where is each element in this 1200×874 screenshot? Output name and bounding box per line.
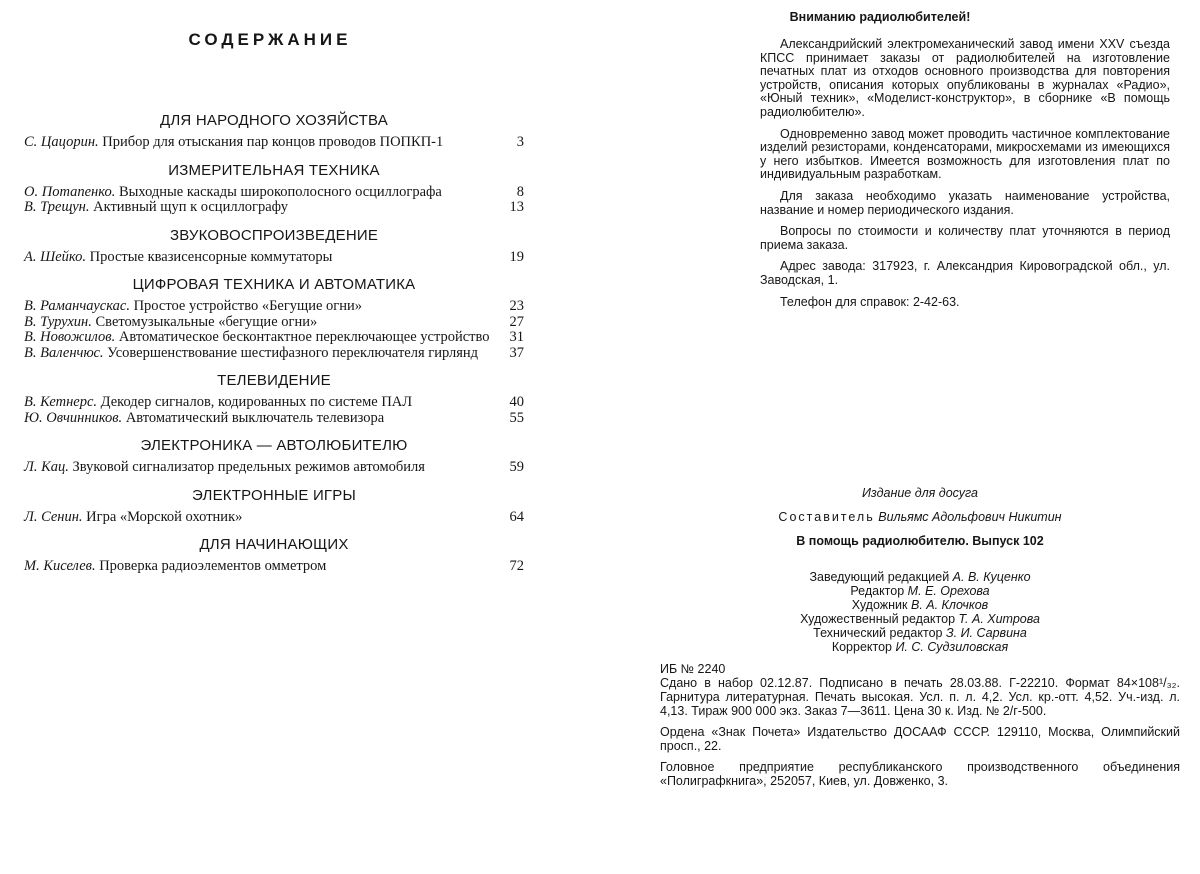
- staff-line: Художественный редактор Т. А. Хитрова: [800, 612, 1040, 626]
- staff-line: Художник В. А. Клочков: [851, 598, 989, 612]
- publication-details: [660, 662, 1180, 788]
- toc-section-entries: [24, 395, 524, 425]
- staff-list: [660, 570, 1180, 654]
- toc-section-heading: ДЛЯ НАЧИНАЮЩИХ: [199, 536, 349, 553]
- toc-entry-author: М. Киселев.: [24, 558, 96, 574]
- toc-entry-text: [24, 395, 496, 410]
- toc-entry-author: В. Раманчаускас.: [24, 298, 130, 314]
- toc-entry-page: 3: [516, 134, 524, 150]
- toc-entry-text: [24, 250, 496, 265]
- notice-paragraph: Александрийский электромеханический завод имени XXV съезда КПСС принимает заказы от радиолюбителей на изготовление печатных плат из отходов основного производства для повторения устройств, описания которых опубликованы в журналах «Радио», «Юный техник», «Моделист-конструктор», в сборнике «В помощь радиолюбителю».: [760, 37, 1170, 119]
- notice-paragraph: Вопросы по стоимости и количеству плат уточняются в период приема заказа.: [760, 224, 1170, 252]
- toc-entry-text: [24, 185, 496, 200]
- toc-entry-text: [24, 346, 496, 361]
- toc-entry: [24, 315, 524, 330]
- toc-entry: [24, 200, 524, 215]
- toc-entry-page: 72: [509, 558, 524, 574]
- toc-entry-page: 40: [509, 394, 524, 410]
- notice-address: Адрес завода: 317923, г. Александрия Кировоградской обл., ул. Заводская, 1.: [760, 259, 1170, 287]
- toc-title: СОДЕРЖАНИЕ: [188, 30, 352, 49]
- toc-entry-title: Выходные каскады широкополосного осциллографа: [118, 183, 442, 200]
- right-page: [600, 0, 1200, 874]
- toc-entry-text: [24, 411, 496, 426]
- toc-section-entries: [24, 460, 524, 475]
- toc-entry: [24, 250, 524, 265]
- notice-body: [760, 38, 1170, 317]
- toc-entry-author: В. Турухин.: [24, 313, 92, 330]
- toc-entry-text: [24, 460, 496, 475]
- toc-entry-title: Активный щуп к осциллографу: [93, 199, 288, 215]
- toc-section-entries: [24, 299, 524, 360]
- notice-phone: Телефон для справок: 2-42-63.: [780, 294, 960, 309]
- toc-entry-author: Ю. Овчинников.: [24, 409, 123, 426]
- toc-entry-title: Светомузыкальные «бегущие огни»: [95, 313, 318, 330]
- toc-entry-text: [24, 330, 496, 345]
- ib-number: ИБ № 2240: [660, 662, 726, 676]
- toc-entry: [24, 411, 524, 426]
- toc-section-heading: ИЗМЕРИТЕЛЬНАЯ ТЕХНИКА: [168, 161, 380, 179]
- toc-entry-author: О. Потапенко.: [24, 183, 116, 200]
- toc-entry-title: Автоматический выключатель телевизора: [125, 409, 385, 426]
- printer-info: Головное предприятие республиканского производственного объединения «Полиграфкнига», 252057, Киев, ул. Довженко, 3.: [660, 760, 1180, 788]
- toc-entry-text: [24, 559, 496, 574]
- toc-entry-title: Автоматическое бесконтактное переключающее устройство: [118, 329, 490, 345]
- toc-entry-text: [24, 315, 496, 330]
- toc-section-entries: [24, 135, 524, 150]
- toc-entry-text: [24, 299, 496, 314]
- toc-entry-page: 64: [509, 508, 524, 525]
- toc-section-heading: ТЕЛЕВИДЕНИЕ: [217, 372, 331, 389]
- notice-title: Вниманию радиолюбителей!: [789, 10, 971, 24]
- toc-section-entries: [24, 185, 524, 215]
- toc-entry-author: С. Цацорин.: [24, 134, 99, 150]
- toc-entry: [24, 559, 524, 574]
- toc-entry: [24, 510, 524, 525]
- table-of-contents: [24, 112, 524, 586]
- toc-section-entries: [24, 559, 524, 574]
- book-title: В помощь радиолюбителю. Выпуск 102: [796, 534, 1044, 548]
- toc-entry-title: Простые квазисенсорные коммутаторы: [89, 248, 333, 265]
- toc-entry-page: 8: [516, 183, 524, 200]
- notice-paragraph: Одновременно завод может проводить частичное комплектование изделий резисторами, конденсаторами, микросхемами из имеющихся у него избытков. Имеется возможность для изготовления плат по индивидуальным разработкам.: [760, 126, 1170, 182]
- toc-section-heading: ЗВУКОВОСПРОИЗВЕДЕНИЕ: [169, 226, 379, 244]
- notice-paragraph: Для заказа необходимо указать наименование устройства, название и номер периодического издания.: [760, 188, 1170, 217]
- toc-section-heading: ЭЛЕКТРОНИКА — АВТОЛЮБИТЕЛЮ: [140, 437, 408, 454]
- toc-entry-title: Простое устройство «Бегущие огни»: [133, 298, 362, 314]
- toc-entry-page: 59: [509, 459, 524, 475]
- toc-entry-author: В. Трещун.: [24, 199, 90, 215]
- toc-entry-author: Л. Сенин.: [24, 508, 83, 525]
- toc-entry-author: В. Кетнерс.: [24, 394, 98, 410]
- toc-section-heading: ЦИФРОВАЯ ТЕХНИКА И АВТОМАТИКА: [132, 276, 416, 293]
- toc-section-heading: ЭЛЕКТРОННЫЕ ИГРЫ: [192, 486, 356, 504]
- toc-entry-author: Л. Кац.: [24, 459, 69, 475]
- toc-entry-title: Декодер сигналов, кодированных по системе ПАЛ: [100, 394, 413, 410]
- toc-entry: [24, 346, 524, 361]
- toc-entry: [24, 330, 524, 345]
- toc-entry-author: В. Валенчюс.: [24, 344, 104, 361]
- toc-entry-text: [24, 200, 496, 215]
- toc-entry-page: 55: [509, 409, 524, 426]
- staff-line: Редактор М. Е. Орехова: [850, 584, 990, 598]
- toc-entry-title: Прибор для отыскания пар концов проводов ПОПКП-1: [102, 134, 444, 150]
- toc-entry-author: В. Новожилов.: [24, 329, 116, 345]
- toc-entry-page: 13: [509, 199, 524, 215]
- toc-entry-page: 27: [509, 313, 524, 330]
- toc-entry-title: Звуковой сигнализатор предельных режимов автомобиля: [72, 459, 425, 475]
- toc-entry-page: 31: [509, 329, 524, 345]
- toc-entry: [24, 395, 524, 410]
- toc-entry: [24, 135, 524, 150]
- toc-entry: [24, 460, 524, 475]
- edition-label: Издание для досуга: [861, 486, 979, 500]
- compiler-label: Составитель: [778, 510, 875, 524]
- toc-section-heading: ДЛЯ НАРОДНОГО ХОЗЯЙСТВА: [160, 112, 388, 129]
- toc-entry: [24, 185, 524, 200]
- toc-entry-page: 37: [509, 344, 524, 361]
- toc-entry-title: Усовершенствование шестифазного переключателя гирлянд: [107, 344, 479, 361]
- toc-entry-author: А. Шейко.: [24, 248, 87, 265]
- publisher-info: Ордена «Знак Почета» Издательство ДОСААФ СССР. 129110, Москва, Олимпийский просп., 22.: [660, 725, 1180, 753]
- toc-entry-page: 19: [509, 248, 524, 265]
- staff-line: Заведующий редакцией А. В. Куценко: [809, 570, 1031, 584]
- toc-section-entries: [24, 250, 524, 265]
- toc-entry-title: Игра «Морской охотник»: [86, 508, 243, 525]
- compiler-line: [660, 510, 1180, 524]
- staff-line: Корректор И. С. Судзиловская: [831, 640, 1009, 654]
- toc-section-entries: [24, 510, 524, 525]
- imprint: [660, 486, 1180, 795]
- print-info: Сдано в набор 02.12.87. Подписано в печать 28.03.88. Г-22210. Формат 84×108¹/₃₂. Гарнитура литературная. Печать высокая. Усл. п. л. 4,2. Усл. кр.-отт. 4,52. Уч.-изд. л. 4,13. Тираж 900 000 экз. Заказ 7—3611. Цена 30 к. Изд. № 2/г-500.: [660, 676, 1180, 718]
- staff-line: Технический редактор З. И. Сарвина: [813, 626, 1027, 640]
- toc-entry: [24, 299, 524, 314]
- compiler-name: Вильямс Адольфович Никитин: [878, 510, 1062, 524]
- toc-entry-text: [24, 135, 496, 150]
- toc-entry-text: [24, 510, 496, 525]
- toc-entry-page: 23: [509, 298, 524, 314]
- toc-entry-title: Проверка радиоэлементов омметром: [99, 558, 327, 574]
